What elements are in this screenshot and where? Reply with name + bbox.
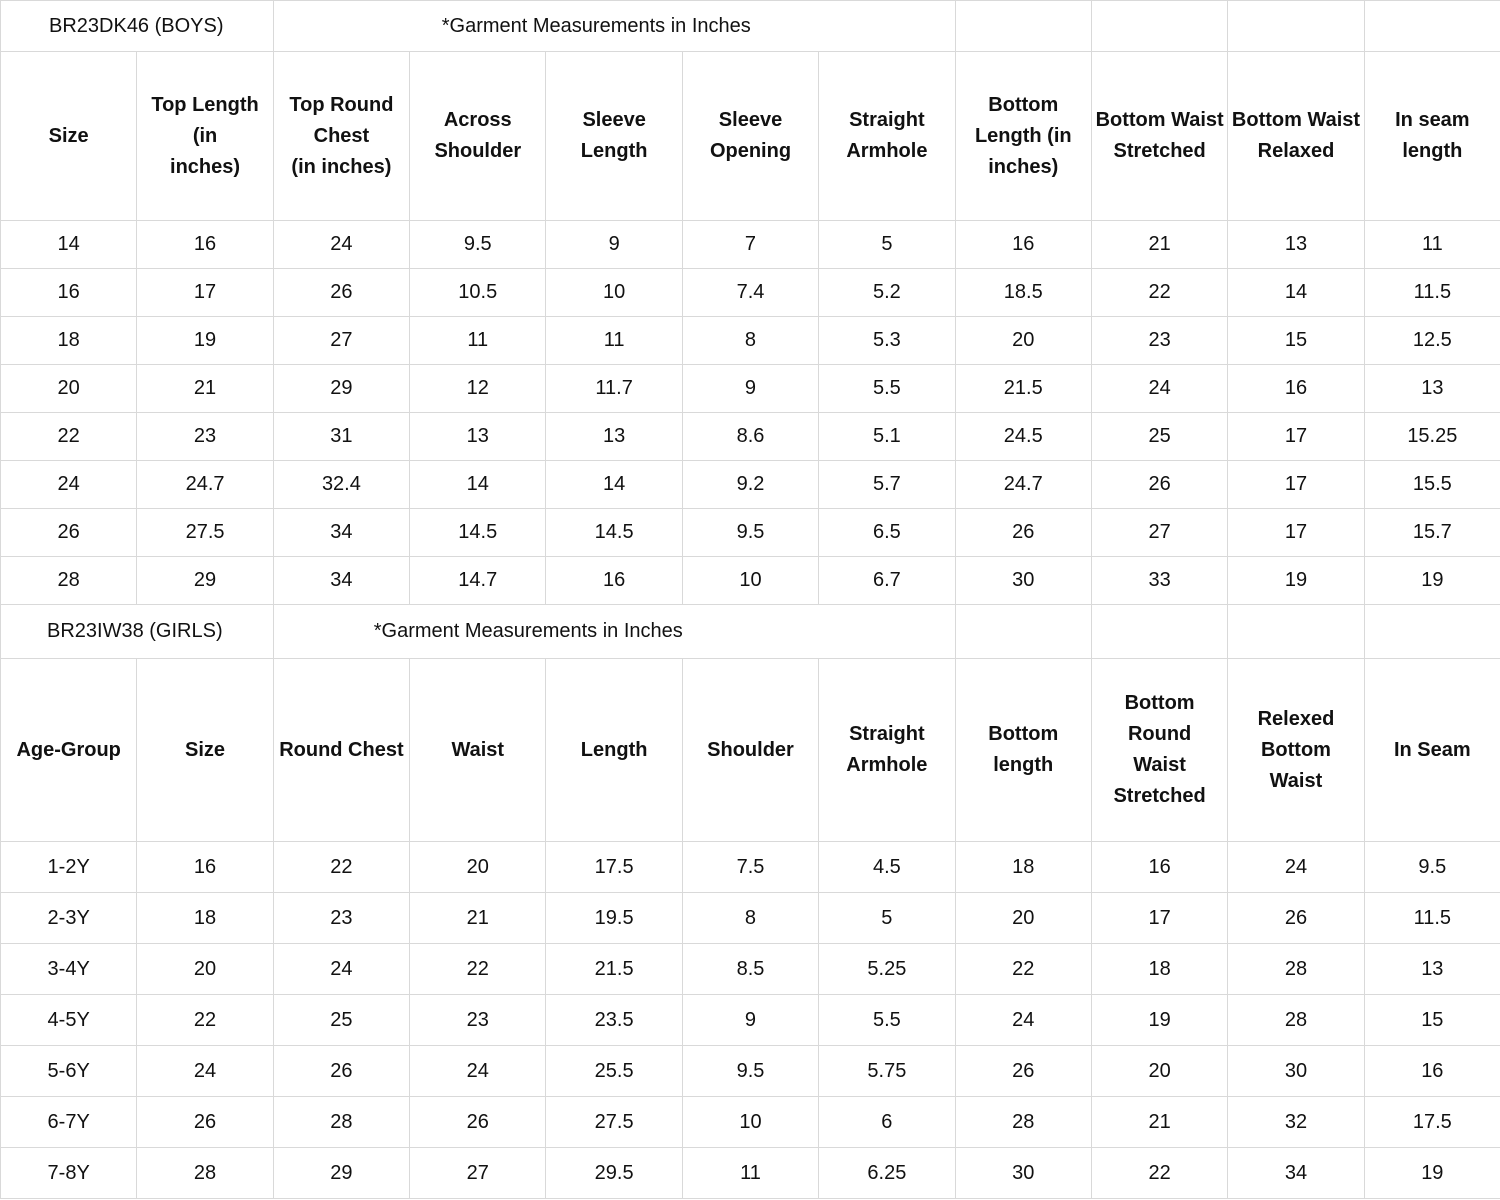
boys-column-header bbox=[1, 52, 137, 221]
boys-table-cell: 5.1 bbox=[819, 413, 955, 461]
girls-table-cell: 28 bbox=[137, 1148, 273, 1199]
girls-table-cell: 28 bbox=[1228, 944, 1364, 995]
boys-table-cell: 9.5 bbox=[682, 509, 818, 557]
boys-table-cell: 15.5 bbox=[1364, 461, 1500, 509]
header-text-line: Bottom bbox=[988, 93, 1059, 116]
header-text-line: Relexed bbox=[1257, 707, 1335, 730]
girls-table-cell: 10 bbox=[682, 1097, 818, 1148]
empty-cell bbox=[1091, 605, 1227, 659]
boys-table-cell: 28 bbox=[1, 557, 137, 605]
girls-table-cell: 22 bbox=[1091, 1148, 1227, 1199]
header-text-line: Age-Group bbox=[16, 738, 121, 761]
girls-table-cell: 24 bbox=[955, 995, 1091, 1046]
girls-table-cell: 29.5 bbox=[546, 1148, 682, 1199]
boys-measurement-note-cell bbox=[273, 1, 955, 52]
boys-table-cell: 24.7 bbox=[955, 461, 1091, 509]
boys-table-cell: 32.4 bbox=[273, 461, 409, 509]
girls-table-cell: 16 bbox=[137, 842, 273, 893]
boys-table-cell: 34 bbox=[273, 557, 409, 605]
header-text-line: Size bbox=[185, 738, 226, 761]
girls-table-cell: 26 bbox=[273, 1046, 409, 1097]
header-text-line: Shoulder bbox=[707, 738, 794, 761]
boys-table-row bbox=[1, 221, 1500, 269]
boys-header-row bbox=[1, 52, 1500, 221]
boys-table-cell: 16 bbox=[137, 221, 273, 269]
boys-table-cell: 12.5 bbox=[1364, 317, 1500, 365]
girls-table-cell: 22 bbox=[410, 944, 546, 995]
girls-title-row bbox=[1, 605, 1500, 659]
boys-table-cell: 34 bbox=[273, 509, 409, 557]
boys-table-cell: 19 bbox=[1364, 557, 1500, 605]
girls-table-cell: 9.5 bbox=[682, 1046, 818, 1097]
boys-table-cell: 10.5 bbox=[410, 269, 546, 317]
boys-column-header bbox=[955, 52, 1091, 221]
girls-table-cell: 16 bbox=[1091, 842, 1227, 893]
boys-table-cell: 14.5 bbox=[410, 509, 546, 557]
girls-table-cell: 7.5 bbox=[682, 842, 818, 893]
boys-table-cell: 13 bbox=[410, 413, 546, 461]
girls-table-row bbox=[1, 893, 1500, 944]
girls-table-cell: 24 bbox=[137, 1046, 273, 1097]
boys-table-cell: 5 bbox=[819, 221, 955, 269]
boys-title-row bbox=[1, 1, 1500, 52]
boys-table-cell: 20 bbox=[955, 317, 1091, 365]
girls-column-header bbox=[1091, 659, 1227, 842]
boys-measurement-note: *Garment Measurements in Inches bbox=[441, 14, 751, 37]
boys-table-cell: 20 bbox=[1, 365, 137, 413]
boys-column-header bbox=[1228, 52, 1364, 221]
girls-table-cell: 8 bbox=[682, 893, 818, 944]
girls-column-header bbox=[819, 659, 955, 842]
header-text-line: Chest bbox=[313, 124, 370, 147]
boys-table-cell: 24.5 bbox=[955, 413, 1091, 461]
boys-table-cell: 11 bbox=[546, 317, 682, 365]
boys-column-header bbox=[273, 52, 409, 221]
girls-table-cell: 23 bbox=[410, 995, 546, 1046]
header-text-line: Straight bbox=[849, 723, 925, 745]
girls-table-cell: 23 bbox=[273, 893, 409, 944]
girls-table-cell: 18 bbox=[1091, 944, 1227, 995]
boys-style-code: BR23DK46 (BOYS) bbox=[49, 14, 224, 37]
boys-table-cell: 27 bbox=[273, 317, 409, 365]
girls-table-cell: 25.5 bbox=[546, 1046, 682, 1097]
empty-cell bbox=[1364, 605, 1500, 659]
empty-cell bbox=[955, 1, 1091, 52]
empty-cell bbox=[955, 605, 1091, 659]
boys-table-cell: 18 bbox=[1, 317, 137, 365]
girls-table-cell: 17.5 bbox=[1364, 1097, 1500, 1148]
boys-table-cell: 16 bbox=[1, 269, 137, 317]
boys-column-header bbox=[682, 52, 818, 221]
boys-table-row bbox=[1, 413, 1500, 461]
boys-table-cell: 22 bbox=[1091, 269, 1227, 317]
girls-measurement-note-cell bbox=[273, 605, 955, 659]
header-text-line: In seam bbox=[1395, 109, 1470, 131]
boys-table-cell: 17 bbox=[1228, 509, 1364, 557]
girls-column-header bbox=[1, 659, 137, 842]
girls-table-cell: 16 bbox=[1364, 1046, 1500, 1097]
boys-table-cell: 24 bbox=[1091, 365, 1227, 413]
boys-table-cell: 23 bbox=[137, 413, 273, 461]
boys-column-header bbox=[1091, 52, 1227, 221]
girls-style-code: BR23IW38 (GIRLS) bbox=[47, 620, 223, 642]
girls-table-cell: 20 bbox=[1091, 1046, 1227, 1097]
girls-style-code-cell bbox=[1, 605, 274, 659]
header-text-line: Armhole bbox=[846, 140, 928, 162]
girls-table-cell: 13 bbox=[1364, 944, 1500, 995]
boys-table-cell: 10 bbox=[546, 269, 682, 317]
boys-style-code-cell bbox=[1, 1, 274, 52]
girls-table-row bbox=[1, 995, 1500, 1046]
header-text-line: Top Round bbox=[289, 93, 394, 116]
header-text-line: Bottom bbox=[1260, 738, 1331, 761]
boys-table-row bbox=[1, 509, 1500, 557]
boys-table-cell: 17 bbox=[1228, 413, 1364, 461]
boys-column-header bbox=[410, 52, 546, 221]
header-text-line: Bottom Waist bbox=[1095, 109, 1224, 131]
boys-table-cell: 15.25 bbox=[1364, 413, 1500, 461]
boys-table-cell: 7 bbox=[682, 221, 818, 269]
girls-table-cell: 32 bbox=[1228, 1097, 1364, 1148]
girls-table-cell: 17.5 bbox=[546, 842, 682, 893]
girls-table-cell: 20 bbox=[137, 944, 273, 995]
boys-table-cell: 5.7 bbox=[819, 461, 955, 509]
header-text-line: Round bbox=[1127, 723, 1192, 745]
girls-table-row bbox=[1, 1148, 1500, 1199]
boys-table-cell: 26 bbox=[273, 269, 409, 317]
header-text-line: Round Chest bbox=[279, 738, 404, 761]
girls-table-cell: 20 bbox=[955, 893, 1091, 944]
header-text-line: Relaxed bbox=[1257, 140, 1335, 162]
boys-table-cell: 9.2 bbox=[682, 461, 818, 509]
boys-table-cell: 25 bbox=[1091, 413, 1227, 461]
header-text-line: inches) bbox=[988, 155, 1059, 178]
boys-table-cell: 8.6 bbox=[682, 413, 818, 461]
header-text-line: Armhole bbox=[846, 754, 928, 776]
empty-cell bbox=[1364, 1, 1500, 52]
header-text-line: Top Length bbox=[151, 93, 259, 116]
empty-cell bbox=[1228, 1, 1364, 52]
boys-table-cell: 6.7 bbox=[819, 557, 955, 605]
empty-cell bbox=[1228, 605, 1364, 659]
boys-table-cell: 16 bbox=[955, 221, 1091, 269]
girls-table-cell: 2-3Y bbox=[1, 893, 137, 944]
header-text-line: Waist bbox=[1133, 754, 1186, 776]
girls-table-cell: 26 bbox=[955, 1046, 1091, 1097]
boys-column-header bbox=[819, 52, 955, 221]
boys-table-cell: 22 bbox=[1, 413, 137, 461]
boys-table-cell: 17 bbox=[1228, 461, 1364, 509]
boys-table-cell: 16 bbox=[1228, 365, 1364, 413]
boys-table-cell: 31 bbox=[273, 413, 409, 461]
girls-table-cell: 18 bbox=[137, 893, 273, 944]
girls-table-cell: 26 bbox=[137, 1097, 273, 1148]
boys-table-cell: 5.2 bbox=[819, 269, 955, 317]
girls-column-header bbox=[273, 659, 409, 842]
header-text-line: Size bbox=[48, 124, 89, 147]
girls-table-cell: 11 bbox=[682, 1148, 818, 1199]
girls-table-cell: 21.5 bbox=[546, 944, 682, 995]
boys-table-row bbox=[1, 557, 1500, 605]
header-text-line: Straight bbox=[849, 109, 925, 131]
girls-table-row bbox=[1, 842, 1500, 893]
girls-table-cell: 4.5 bbox=[819, 842, 955, 893]
girls-table-cell: 25 bbox=[273, 995, 409, 1046]
girls-table-cell: 20 bbox=[410, 842, 546, 893]
girls-table-cell: 28 bbox=[273, 1097, 409, 1148]
boys-table-cell: 11.7 bbox=[546, 365, 682, 413]
girls-column-header bbox=[1364, 659, 1500, 842]
girls-table-cell: 21 bbox=[410, 893, 546, 944]
girls-table-cell: 17 bbox=[1091, 893, 1227, 944]
boys-table-cell: 5.3 bbox=[819, 317, 955, 365]
header-text-line: Bottom bbox=[1124, 692, 1195, 714]
header-text-line: Sleeve Length bbox=[580, 109, 648, 162]
girls-table-cell: 26 bbox=[410, 1097, 546, 1148]
empty-cell bbox=[1091, 1, 1227, 52]
girls-table-cell: 6 bbox=[819, 1097, 955, 1148]
header-text-line: Length (in bbox=[974, 124, 1072, 147]
boys-table-cell: 19 bbox=[137, 317, 273, 365]
girls-table-cell: 5.25 bbox=[819, 944, 955, 995]
girls-table-row bbox=[1, 1046, 1500, 1097]
girls-table-cell: 5.5 bbox=[819, 995, 955, 1046]
boys-table-cell: 18.5 bbox=[955, 269, 1091, 317]
boys-table-cell: 24 bbox=[273, 221, 409, 269]
boys-table-cell: 21 bbox=[1091, 221, 1227, 269]
girls-table-cell: 30 bbox=[1228, 1046, 1364, 1097]
header-text-line: In Seam bbox=[1393, 738, 1471, 761]
girls-table-cell: 6-7Y bbox=[1, 1097, 137, 1148]
girls-table-cell: 29 bbox=[273, 1148, 409, 1199]
boys-table-cell: 11 bbox=[410, 317, 546, 365]
boys-column-header bbox=[546, 52, 682, 221]
girls-table-row bbox=[1, 944, 1500, 995]
boys-table-cell: 26 bbox=[1, 509, 137, 557]
boys-table-cell: 29 bbox=[137, 557, 273, 605]
boys-table-cell: 24 bbox=[1, 461, 137, 509]
boys-table-cell: 5.5 bbox=[819, 365, 955, 413]
girls-table-cell: 24 bbox=[1228, 842, 1364, 893]
boys-table-cell: 19 bbox=[1228, 557, 1364, 605]
girls-table-cell: 26 bbox=[1228, 893, 1364, 944]
girls-header-row bbox=[1, 659, 1500, 842]
girls-table-row bbox=[1, 1097, 1500, 1148]
boys-table-cell: 14 bbox=[546, 461, 682, 509]
header-text-line: inches) bbox=[170, 155, 241, 178]
girls-column-header bbox=[410, 659, 546, 842]
girls-table-cell: 8.5 bbox=[682, 944, 818, 995]
girls-table-cell: 28 bbox=[955, 1097, 1091, 1148]
boys-table-cell: 11.5 bbox=[1364, 269, 1500, 317]
boys-table-row bbox=[1, 365, 1500, 413]
header-text-line: Sleeve bbox=[718, 109, 783, 131]
boys-table-cell: 33 bbox=[1091, 557, 1227, 605]
boys-table-cell: 13 bbox=[546, 413, 682, 461]
girls-table-cell: 23.5 bbox=[546, 995, 682, 1046]
header-text-line: Shoulder bbox=[434, 140, 522, 162]
girls-table-cell: 34 bbox=[1228, 1148, 1364, 1199]
girls-table-cell: 5 bbox=[819, 893, 955, 944]
header-text-line: length bbox=[993, 754, 1054, 776]
girls-measurement-note: *Garment Measurements in Inches bbox=[373, 620, 683, 642]
header-text-line: Bottom Waist bbox=[1231, 109, 1361, 131]
boys-table-cell: 21.5 bbox=[955, 365, 1091, 413]
header-text-line: Stretched bbox=[1113, 785, 1206, 807]
girls-table-cell: 19 bbox=[1364, 1148, 1500, 1199]
boys-table-cell: 26 bbox=[955, 509, 1091, 557]
girls-column-header bbox=[137, 659, 273, 842]
boys-table-cell: 13 bbox=[1364, 365, 1500, 413]
boys-table-cell: 17 bbox=[137, 269, 273, 317]
girls-column-header bbox=[682, 659, 818, 842]
header-text-line: Across bbox=[443, 109, 512, 131]
header-text-line: Waist bbox=[451, 738, 505, 761]
boys-table-cell: 14 bbox=[1, 221, 137, 269]
boys-table-cell: 14 bbox=[410, 461, 546, 509]
header-text-line: (in bbox=[192, 124, 218, 147]
boys-table-row bbox=[1, 269, 1500, 317]
boys-table-cell: 11 bbox=[1364, 221, 1500, 269]
boys-table-cell: 27 bbox=[1091, 509, 1227, 557]
girls-table-cell: 11.5 bbox=[1364, 893, 1500, 944]
girls-table-cell: 21 bbox=[1091, 1097, 1227, 1148]
boys-column-header bbox=[1364, 52, 1500, 221]
girls-table-cell: 24 bbox=[273, 944, 409, 995]
boys-table-cell: 14 bbox=[1228, 269, 1364, 317]
boys-table-cell: 24.7 bbox=[137, 461, 273, 509]
girls-size-table bbox=[0, 604, 1500, 1199]
boys-table-cell: 15.7 bbox=[1364, 509, 1500, 557]
girls-table-cell: 22 bbox=[955, 944, 1091, 995]
girls-table-cell: 18 bbox=[955, 842, 1091, 893]
girls-table-cell: 7-8Y bbox=[1, 1148, 137, 1199]
boys-table-cell: 14.7 bbox=[410, 557, 546, 605]
girls-table-cell: 19 bbox=[1091, 995, 1227, 1046]
girls-table-cell: 1-2Y bbox=[1, 842, 137, 893]
girls-column-header bbox=[546, 659, 682, 842]
girls-table-cell: 9 bbox=[682, 995, 818, 1046]
boys-table-cell: 7.4 bbox=[682, 269, 818, 317]
girls-table-cell: 9.5 bbox=[1364, 842, 1500, 893]
header-text-line: Stretched bbox=[1113, 140, 1206, 162]
girls-table-cell: 5.75 bbox=[819, 1046, 955, 1097]
boys-table-cell: 23 bbox=[1091, 317, 1227, 365]
boys-table-cell: 12 bbox=[410, 365, 546, 413]
boys-table-cell: 9 bbox=[546, 221, 682, 269]
girls-table-cell: 22 bbox=[137, 995, 273, 1046]
boys-table-cell: 21 bbox=[137, 365, 273, 413]
header-text-line: Bottom bbox=[988, 723, 1059, 745]
boys-table-cell: 9 bbox=[682, 365, 818, 413]
header-text-line: length bbox=[1402, 140, 1463, 162]
boys-column-header bbox=[137, 52, 273, 221]
girls-column-header bbox=[955, 659, 1091, 842]
header-text-line: Opening bbox=[709, 140, 792, 162]
boys-table-cell: 8 bbox=[682, 317, 818, 365]
boys-table-cell: 13 bbox=[1228, 221, 1364, 269]
girls-table-cell: 15 bbox=[1364, 995, 1500, 1046]
girls-table-cell: 6.25 bbox=[819, 1148, 955, 1199]
header-text-line: (in inches) bbox=[291, 155, 392, 178]
girls-table-cell: 3-4Y bbox=[1, 944, 137, 995]
girls-column-header bbox=[1228, 659, 1364, 842]
boys-table-row bbox=[1, 317, 1500, 365]
girls-table-cell: 27 bbox=[410, 1148, 546, 1199]
girls-table-cell: 28 bbox=[1228, 995, 1364, 1046]
boys-table-cell: 15 bbox=[1228, 317, 1364, 365]
header-text-line: Waist bbox=[1269, 769, 1323, 792]
girls-table-cell: 30 bbox=[955, 1148, 1091, 1199]
boys-table-row bbox=[1, 461, 1500, 509]
boys-table-cell: 14.5 bbox=[546, 509, 682, 557]
boys-table-cell: 26 bbox=[1091, 461, 1227, 509]
girls-table-cell: 22 bbox=[273, 842, 409, 893]
boys-table-cell: 6.5 bbox=[819, 509, 955, 557]
header-text-line: Length bbox=[580, 738, 648, 761]
boys-table-cell: 27.5 bbox=[137, 509, 273, 557]
boys-table-cell: 29 bbox=[273, 365, 409, 413]
girls-table-cell: 24 bbox=[410, 1046, 546, 1097]
boys-table-cell: 9.5 bbox=[410, 221, 546, 269]
boys-table-cell: 10 bbox=[682, 557, 818, 605]
girls-table-cell: 4-5Y bbox=[1, 995, 137, 1046]
boys-table-cell: 16 bbox=[546, 557, 682, 605]
girls-table-cell: 19.5 bbox=[546, 893, 682, 944]
boys-table-cell: 30 bbox=[955, 557, 1091, 605]
girls-table-cell: 5-6Y bbox=[1, 1046, 137, 1097]
girls-table-cell: 27.5 bbox=[546, 1097, 682, 1148]
